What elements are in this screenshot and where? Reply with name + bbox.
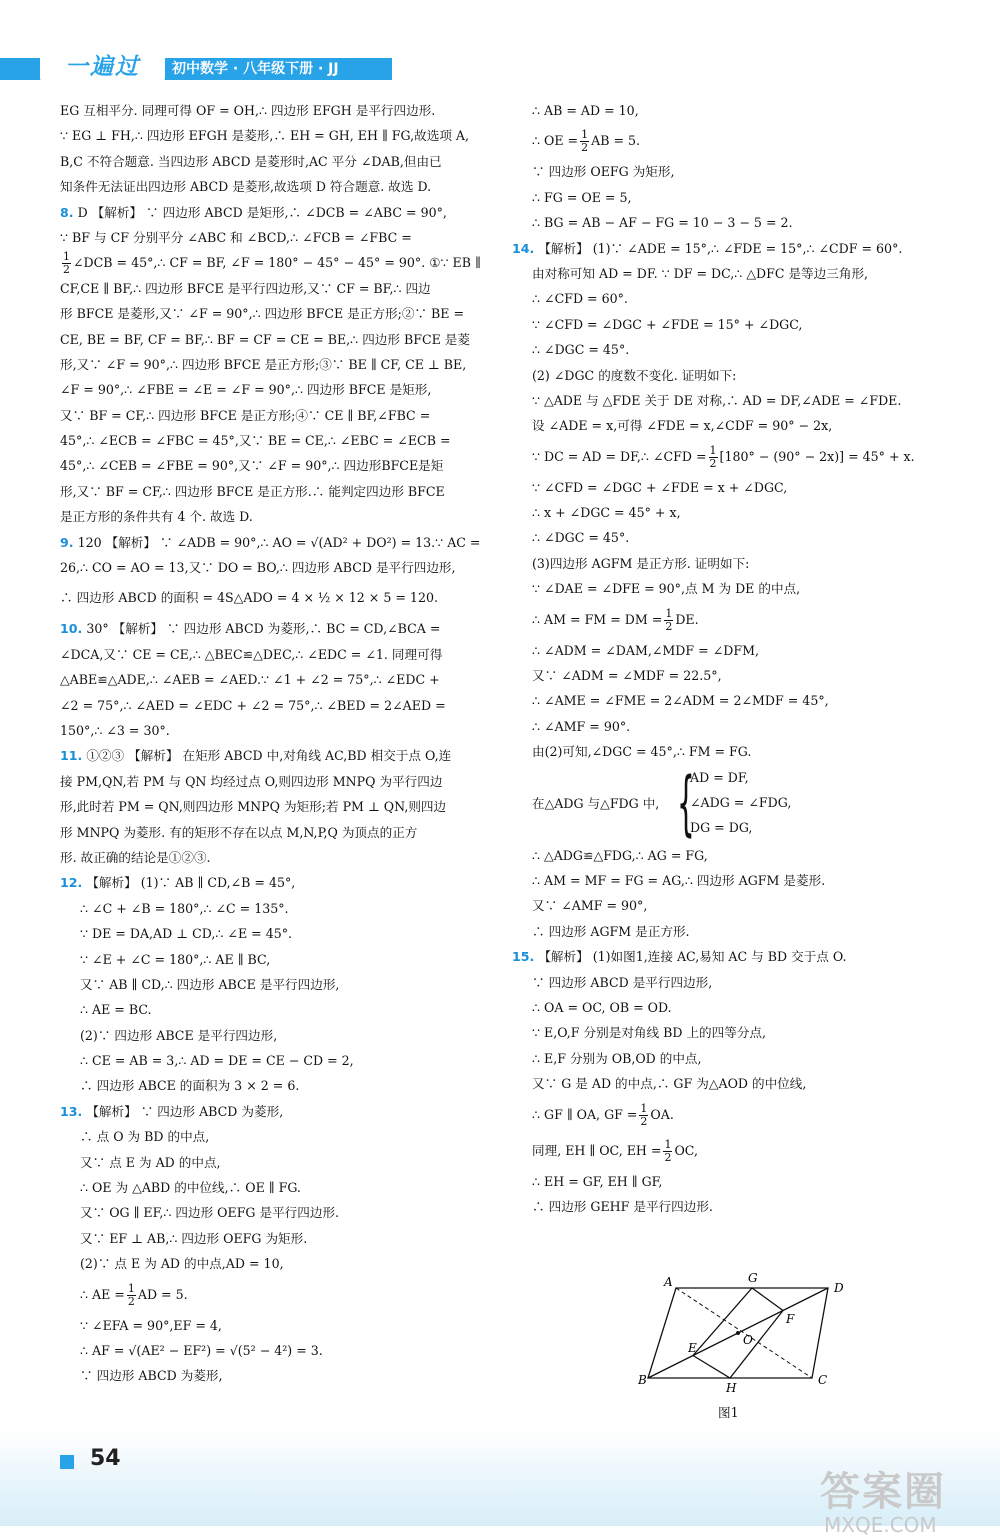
line-text: ∴ 点 O 为 BD 的中点, bbox=[80, 1129, 210, 1145]
text-line bbox=[60, 947, 500, 972]
line-text: [180° − (90° − 2x)] = 45° + x. bbox=[719, 448, 915, 464]
line-text: ∴ ∠AMF = 90°. bbox=[532, 718, 631, 734]
text-line bbox=[512, 337, 942, 362]
line-text: ∵ 四边形 OEFG 为矩形, bbox=[532, 164, 675, 180]
line-text: DE. bbox=[675, 611, 699, 627]
text-line bbox=[512, 261, 942, 286]
line-text: 形,此时若 PM = QN,则四边形 MNPQ 为矩形;若 PM ⊥ QN,则四边 bbox=[60, 799, 447, 815]
text-line bbox=[60, 352, 500, 377]
line-text: (2)∵ 四边形 ABCE 是平行四边形, bbox=[80, 1027, 278, 1043]
text-line bbox=[512, 159, 942, 184]
text-line bbox=[60, 479, 500, 504]
text-line bbox=[60, 1124, 500, 1149]
line-text: 形,又∵ ∠F = 90°,∴ 四边形 BFCE 是正方形;③∵ BE ∥ CF, CE ⊥ BE, bbox=[60, 356, 467, 372]
text-line bbox=[60, 225, 500, 250]
text-line bbox=[60, 1251, 500, 1276]
fraction-denominator: 2 bbox=[664, 1150, 672, 1164]
line-text: ∴ △ADG≌△FDG,∴ AG = FG, bbox=[532, 847, 708, 863]
fraction bbox=[664, 608, 673, 633]
text-line bbox=[60, 972, 500, 997]
text-line bbox=[60, 642, 500, 667]
line-prefix: ∴ GF ∥ OA, GF = bbox=[532, 1106, 638, 1122]
text-line bbox=[512, 363, 942, 388]
line-text: 又∵ BF = CF,∴ 四边形 BFCE 是正方形;④∵ CE ∥ BF,∠FBC = bbox=[60, 407, 431, 423]
question-number: 8. bbox=[60, 204, 74, 220]
text-line bbox=[60, 403, 500, 428]
line-text: B,C 不符合题意. 当四边形 ABCD 是菱形时,AC 平分 ∠DAB,但由已 bbox=[60, 153, 442, 169]
label-d: D bbox=[834, 1281, 844, 1295]
label-h: H bbox=[726, 1381, 737, 1395]
question-number: 10. bbox=[60, 621, 83, 637]
text-line bbox=[60, 769, 500, 794]
text-line bbox=[512, 185, 942, 210]
line-text: ∴ OA = OC, OB = OD. bbox=[532, 999, 672, 1015]
line-text: ∵ ∠E + ∠C = 180°,∴ AE ∥ BC, bbox=[80, 951, 271, 967]
text-line bbox=[60, 1099, 500, 1124]
line-text: ∴ FG = OE = 5, bbox=[532, 189, 632, 205]
line-prefix: 同理, EH ∥ OC, EH = bbox=[532, 1142, 662, 1158]
fraction-numerator: 1 bbox=[709, 443, 717, 457]
label-a: A bbox=[664, 1275, 673, 1289]
line-text: 又∵ 点 E 为 AD 的中点, bbox=[80, 1154, 221, 1170]
text-line bbox=[512, 739, 942, 764]
text-line bbox=[60, 870, 500, 895]
text-line bbox=[60, 1226, 500, 1251]
line-text: ∵ BF 与 CF 分别平分 ∠ABC 和 ∠BCD,∴ ∠FCB = ∠FBC = bbox=[60, 229, 412, 245]
brace-label: 在△ADG 与△FDG 中, bbox=[532, 795, 660, 811]
line-prefix: ∵ DC = AD = DF,∴ ∠CFD = bbox=[532, 448, 707, 464]
text-line bbox=[60, 301, 500, 326]
text-line bbox=[60, 896, 500, 921]
watermark-logo: 答案圈 bbox=[820, 1469, 946, 1515]
line-text: ∴ EH = GF, EH ∥ GF, bbox=[532, 1173, 663, 1189]
line-text: 由(2)可知,∠DGC = 45°,∴ FM = FG. bbox=[532, 744, 752, 760]
line-text: ∴ ∠C + ∠B = 180°,∴ ∠C = 135°. bbox=[80, 900, 289, 916]
text-line bbox=[60, 1313, 500, 1338]
line-text: ∵ E,O,F 分别是对角线 BD 上的四等分点, bbox=[532, 1025, 767, 1041]
text-line bbox=[512, 1133, 942, 1169]
line-text: ∴ 四边形 GEHF 是平行四边形. bbox=[532, 1198, 713, 1214]
text-line bbox=[512, 210, 942, 235]
line-text: ∵ DE = DA,AD ⊥ CD,∴ ∠E = 45°. bbox=[80, 926, 293, 942]
line-text: ∴ ∠CFD = 60°. bbox=[532, 291, 628, 307]
text-line bbox=[512, 123, 942, 159]
right-column bbox=[512, 98, 942, 1219]
text-line bbox=[512, 1071, 942, 1096]
text-line bbox=[60, 149, 500, 174]
text-line bbox=[60, 1200, 500, 1225]
line-text: (2)∵ 点 E 为 AD 的中点,AD = 10, bbox=[80, 1256, 284, 1272]
fraction-denominator: 2 bbox=[709, 456, 717, 470]
line-text: 又∵ G 是 AD 的中点,∴ GF 为△AOD 的中位线, bbox=[532, 1076, 807, 1092]
line-text: 又∵ ∠ADM = ∠MDF = 22.5°, bbox=[532, 668, 722, 684]
line-text: AB = 5. bbox=[591, 133, 641, 149]
page-number-marker bbox=[60, 1455, 74, 1469]
text-line bbox=[512, 236, 942, 261]
line-text: 又∵ ∠AMF = 90°, bbox=[532, 898, 648, 914]
line-text: D 【解析】 ∵ 四边形 ABCD 是矩形,∴ ∠DCB = ∠ABC = 90°, bbox=[77, 204, 447, 220]
line-text: ∴ OE 为 △ABD 的中位线,∴ OE ∥ FG. bbox=[80, 1180, 301, 1196]
text-line bbox=[512, 388, 942, 413]
watermark-url: MXQE.COM bbox=[824, 1513, 937, 1537]
text-line bbox=[60, 530, 500, 555]
line-text: 【解析】 (1)∵ AB ∥ CD,∠B = 45°, bbox=[86, 875, 296, 891]
line-text: ∵ ∠CFD = ∠DGC + ∠FDE = 15° + ∠DGC, bbox=[532, 316, 803, 332]
line-text: CE, BE = BF, CF = BF,∴ BF = CF = CE = BE,∴ 四边形 BFCE 是菱 bbox=[60, 331, 470, 347]
text-line bbox=[512, 551, 942, 576]
fraction-numerator: 1 bbox=[63, 250, 70, 264]
line-text: ∴ AM = MF = FG = AG,∴ 四边形 AGFM 是菱形. bbox=[532, 872, 826, 888]
text-line bbox=[60, 250, 500, 275]
line-text: △ABE≌△ADE,∴ ∠AEB = ∠AED.∵ ∠1 + ∠2 = 75°,∴ ∠EDC + bbox=[60, 672, 440, 688]
text-line bbox=[512, 995, 942, 1020]
watermark bbox=[820, 1470, 946, 1536]
text-line bbox=[60, 174, 500, 199]
brace-system bbox=[512, 761, 942, 844]
line-text: 又∵ AB ∥ CD,∴ 四边形 ABCE 是平行四边形, bbox=[80, 976, 340, 992]
brand-logo: 一遍过 bbox=[40, 52, 165, 82]
line-text: ∠F = 90°,∴ ∠FBE = ∠E = ∠F = 90°,∴ 四边形 BFCE 是矩形, bbox=[60, 382, 432, 398]
line-prefix: ∴ AE = bbox=[80, 1286, 125, 1302]
text-line bbox=[60, 921, 500, 946]
line-text: 【解析】 (1)∵ ∠ADE = 15°,∴ ∠FDE = 15°,∴ ∠CDF = 60°. bbox=[538, 240, 903, 256]
text-line bbox=[512, 663, 942, 688]
line-text: ∵ 四边形 ABCD 为菱形, bbox=[80, 1368, 223, 1384]
line-text: 设 ∠ADE = x,可得 ∠FDE = x,∠CDF = 90° − 2x, bbox=[532, 418, 833, 434]
brace-item: AD = DF, bbox=[690, 769, 749, 785]
line-text: 形. 故正确的结论是①②③. bbox=[60, 849, 211, 865]
line-text: ∵ EG ⊥ FH,∴ 四边形 EFGH 是菱形,∴ EH = GH, EH ∥ FG,故选项 A, bbox=[60, 128, 470, 144]
text-line bbox=[512, 638, 942, 663]
line-prefix: ∴ AM = FM = DM = bbox=[532, 611, 663, 627]
line-text: ∵ ∠CFD = ∠DGC + ∠FDE = x + ∠DGC, bbox=[532, 479, 788, 495]
line-text: 形,又∵ BF = CF,∴ 四边形 BFCE 是正方形.∴ 能判定四边形 BFCE bbox=[60, 483, 445, 499]
text-line bbox=[512, 1097, 942, 1133]
line-text: ∴ AE = BC. bbox=[80, 1002, 152, 1018]
text-line bbox=[60, 1338, 500, 1363]
brace-icon: { bbox=[677, 761, 695, 844]
fraction-denominator: 2 bbox=[581, 141, 589, 155]
text-line bbox=[60, 820, 500, 845]
text-line bbox=[60, 555, 500, 580]
text-line bbox=[512, 413, 942, 438]
line-text: ∴ 四边形 AGFM 是正方形. bbox=[532, 923, 690, 939]
text-line bbox=[60, 1023, 500, 1048]
line-text: 又∵ EF ⊥ AB,∴ 四边形 OEFG 为矩形. bbox=[80, 1230, 308, 1246]
text-line bbox=[512, 286, 942, 311]
line-text: OA. bbox=[650, 1106, 674, 1122]
fraction-denominator: 2 bbox=[63, 263, 70, 276]
line-text: ∴ E,F 分别为 OB,OD 的中点, bbox=[532, 1050, 702, 1066]
text-line bbox=[60, 845, 500, 870]
line-text: EG 互相平分. 同理可得 OF = OH,∴ 四边形 EFGH 是平行四边形. bbox=[60, 103, 436, 118]
line-text: ∴ x + ∠DGC = 45° + x, bbox=[532, 505, 681, 521]
text-line bbox=[60, 1073, 500, 1098]
text-line bbox=[512, 919, 942, 944]
label-g: G bbox=[748, 1271, 758, 1285]
text-line bbox=[60, 327, 500, 352]
line-text: ∠DCB = 45°,∴ CF = BF, ∠F = 180° − 45° − 45° = 90°. ①∵ EB ∥ bbox=[73, 255, 481, 271]
label-b: B bbox=[638, 1373, 647, 1387]
question-number: 11. bbox=[60, 748, 83, 764]
text-line bbox=[60, 453, 500, 478]
line-text: 150°,∴ ∠3 = 30°. bbox=[60, 722, 170, 738]
label-o: O bbox=[743, 1333, 753, 1347]
line-text: ∵ 四边形 ABCD 是平行四边形, bbox=[532, 974, 713, 990]
figure-caption: 图1 bbox=[718, 1405, 739, 1420]
text-line bbox=[60, 693, 500, 718]
line-text: OC, bbox=[674, 1142, 698, 1158]
line-text: ∴ BG = AB − AF − FG = 10 − 3 − 5 = 2. bbox=[532, 215, 793, 231]
text-line bbox=[60, 1175, 500, 1200]
point-o bbox=[736, 1331, 740, 1335]
text-line bbox=[60, 428, 500, 453]
text-line bbox=[512, 714, 942, 739]
text-line bbox=[512, 970, 942, 995]
line-text: 又∵ OG ∥ EF,∴ 四边形 OEFG 是平行四边形. bbox=[80, 1205, 340, 1221]
line-prefix: ∴ OE = bbox=[532, 133, 579, 149]
text-line bbox=[60, 1150, 500, 1175]
line-text: 45°,∴ ∠CEB = ∠FBE = 90°,又∵ ∠F = 90°,∴ 四边形BFCE是矩 bbox=[60, 458, 444, 474]
text-line bbox=[512, 944, 942, 969]
text-line bbox=[60, 1048, 500, 1073]
line-text: 【解析】 ∵ 四边形 ABCD 为菱形, bbox=[86, 1103, 284, 1119]
fraction bbox=[709, 445, 718, 470]
text-line bbox=[512, 1046, 942, 1071]
fraction-numerator: 1 bbox=[664, 1137, 672, 1151]
line-text: ∵ ∠EFA = 90°,EF = 4, bbox=[80, 1317, 222, 1333]
figure-parallelogram bbox=[630, 1268, 860, 1438]
text-line bbox=[512, 1194, 942, 1219]
line-text: 45°,∴ ∠ECB = ∠FBC = 45°,又∵ BE = CE,∴ ∠EBC = ∠ECB = bbox=[60, 433, 451, 449]
fraction-denominator: 2 bbox=[640, 1114, 648, 1128]
line-text: ∴ ∠DGC = 45°. bbox=[532, 530, 630, 546]
text-line bbox=[512, 475, 942, 500]
line-text: ∠2 = 75°,∴ ∠AED = ∠EDC + ∠2 = 75°,∴ ∠BED = 2∠AED = bbox=[60, 697, 446, 713]
text-line bbox=[512, 576, 942, 601]
line-text: 形 BFCE 是菱形,又∵ ∠F = 90°,∴ 四边形 BFCE 是正方形;②∵ BE = bbox=[60, 306, 465, 322]
line-text: ∴ ∠AME = ∠FME = 2∠ADM = 2∠MDF = 45°, bbox=[532, 693, 829, 709]
line-text: ∴ AB = AD = 10, bbox=[532, 103, 639, 118]
fraction bbox=[639, 1103, 648, 1128]
line-text: ∴ 四边形 ABCE 的面积为 3 × 2 = 6. bbox=[80, 1078, 300, 1094]
text-line bbox=[60, 123, 500, 148]
line-text: ∴ ∠ADM = ∠DAM,∠MDF = ∠DFM, bbox=[532, 642, 759, 658]
text-line bbox=[512, 843, 942, 868]
text-line bbox=[60, 580, 500, 616]
text-line bbox=[60, 276, 500, 301]
line-text: ∴ CE = AB = 3,∴ AD = DE = CE − CD = 2, bbox=[80, 1053, 354, 1069]
page-number: 54 bbox=[90, 1446, 121, 1471]
left-column bbox=[60, 98, 500, 1389]
question-number: 13. bbox=[60, 1103, 83, 1119]
line-text: ∠DCA,又∵ CE = CE,∴ △BEC≌△DEC,∴ ∠EDC = ∠1. 同理可得 bbox=[60, 646, 443, 662]
text-line bbox=[512, 893, 942, 918]
fraction-numerator: 1 bbox=[581, 128, 589, 142]
text-line bbox=[60, 1363, 500, 1388]
fraction bbox=[580, 129, 589, 154]
text-line bbox=[60, 794, 500, 819]
line-text: AD = 5. bbox=[137, 1286, 188, 1302]
page-header bbox=[0, 52, 400, 82]
text-line bbox=[512, 525, 942, 550]
label-e: E bbox=[688, 1341, 697, 1355]
text-line bbox=[60, 504, 500, 529]
line-text: 30° 【解析】 ∵ 四边形 ABCD 为菱形,∴ BC = CD,∠BCA = bbox=[86, 621, 441, 637]
line-text: 是正方形的条件共有 4 个. 故选 D. bbox=[60, 509, 253, 525]
text-line bbox=[512, 500, 942, 525]
fraction bbox=[127, 1283, 136, 1308]
fraction-denominator: 2 bbox=[127, 1294, 135, 1308]
text-line bbox=[512, 1169, 942, 1194]
question-number: 15. bbox=[512, 949, 535, 965]
line-text: ∴ 四边形 ABCD 的面积 = 4S△ADO = 4 × ½ × 12 × 5 = 120. bbox=[60, 590, 438, 606]
text-line bbox=[60, 667, 500, 692]
line-text: 【解析】 (1)如图1,连接 AC,易知 AC 与 BD 交于点 O. bbox=[538, 949, 847, 965]
text-line bbox=[60, 98, 500, 123]
line-text: 知条件无法证出四边形 ABCD 是菱形,故选项 D 符合题意. 故选 D. bbox=[60, 179, 432, 195]
text-line bbox=[60, 200, 500, 225]
text-line bbox=[60, 377, 500, 402]
text-line bbox=[512, 98, 942, 123]
text-line bbox=[60, 1277, 500, 1313]
text-line bbox=[60, 718, 500, 743]
line-text: ①②③ 【解析】 在矩形 ABCD 中,对角线 AC,BD 相交于点 O,连 bbox=[86, 748, 452, 764]
line-text: 接 PM,QN,若 PM 与 QN 均经过点 O,则四边形 MNPQ 为平行四边 bbox=[60, 773, 443, 789]
question-number: 14. bbox=[512, 240, 535, 256]
brace-item: DG = DG, bbox=[690, 819, 753, 835]
header-subtitle: 初中数学 · 八年级下册 · JJ bbox=[172, 61, 339, 77]
text-line bbox=[512, 688, 942, 713]
line-text: ∴ ∠DGC = 45°. bbox=[532, 342, 630, 358]
line-text: 形 MNPQ 为菱形. 有的矩形不存在以点 M,N,P,Q 为顶点的正方 bbox=[60, 824, 418, 840]
line-text: 26,∴ CO = AO = 13,又∵ DO = BO,∴ 四边形 ABCD 是平行四边形, bbox=[60, 560, 456, 576]
text-line bbox=[60, 997, 500, 1022]
fraction-numerator: 1 bbox=[127, 1281, 135, 1295]
line-text: CF,CE ∥ BF,∴ 四边形 BFCE 是平行四边形,又∵ CF = BF,∴ 四边 bbox=[60, 280, 431, 296]
fraction bbox=[62, 251, 71, 275]
text-line bbox=[512, 868, 942, 893]
label-f: F bbox=[786, 1312, 795, 1326]
line-text: ∴ AF = √(AE² − EF²) = √(5² − 4²) = 3. bbox=[80, 1342, 323, 1358]
text-line bbox=[512, 439, 942, 475]
fraction bbox=[663, 1139, 672, 1164]
question-number: 12. bbox=[60, 875, 83, 891]
fraction-numerator: 1 bbox=[665, 606, 673, 620]
line-text: (2) ∠DGC 的度数不变化. 证明如下: bbox=[532, 367, 737, 383]
text-line bbox=[512, 1020, 942, 1045]
text-line bbox=[60, 743, 500, 768]
line-text: (3)四边形 AGFM 是正方形. 证明如下: bbox=[532, 555, 750, 571]
line-text: ∵ △ADE 与 △FDE 关于 DE 对称,∴ AD = DF,∠ADE = ∠FDE. bbox=[532, 392, 902, 408]
fraction-numerator: 1 bbox=[640, 1101, 648, 1115]
fraction-denominator: 2 bbox=[665, 619, 673, 633]
text-line bbox=[60, 616, 500, 641]
line-text: 120 【解析】 ∵ ∠ADB = 90°,∴ AO = √(AD² + DO²) = 13.∵ AC = bbox=[77, 534, 481, 550]
line-text: ∵ ∠DAE = ∠DFE = 90°,点 M 为 DE 的中点, bbox=[532, 581, 801, 597]
text-line bbox=[512, 602, 942, 638]
question-number: 9. bbox=[60, 534, 74, 550]
label-c: C bbox=[818, 1373, 828, 1387]
line-text: 由对称可知 AD = DF. ∵ DF = DC,∴ △DFC 是等边三角形, bbox=[532, 265, 869, 281]
brace-item: ∠ADG = ∠FDG, bbox=[690, 794, 792, 810]
text-line bbox=[512, 312, 942, 337]
